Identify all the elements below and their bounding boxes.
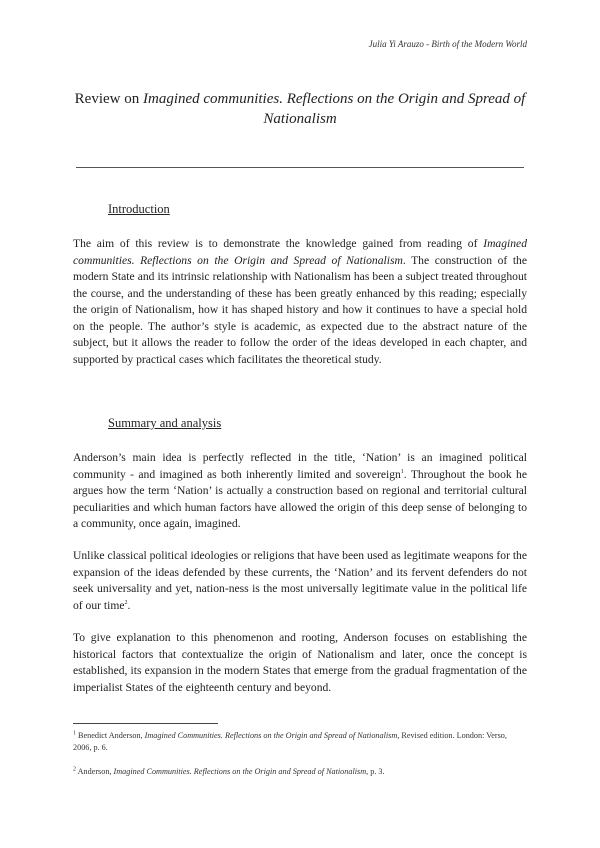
intro-text-2: . The construction of the modern State and its intrinsic relationship with Nationalism has been a subject treated throughout the course, and the understanding of these has been greatly enhanced by this reading; especially the origin of Nationalism, how it has shaped history and how it continues to have a special hold on the people. The author’s style is academic, as expected due to the abstract nature of the subject, but it allows the reader to follow the order of the ideas developed in each chapter, and supported by practical cases which facilitates the theoretical study. (73, 253, 527, 366)
heading-summary: Summary and analysis (108, 416, 222, 430)
title-italic: Imagined communities. Reflections on the Origin and Spread of Nationalism (143, 91, 526, 127)
summary-p1-text-1: Anderson’s main idea is perfectly reflected in the title, ‘Nation’ is an imagined political community - and imagined as both inherently limited and sovereign (73, 451, 527, 481)
footnote-2-number: 2 (73, 766, 76, 773)
summary-paragraph-2 (73, 548, 527, 614)
introduction-paragraph (73, 236, 527, 368)
footnote-2-text-1: Anderson, (76, 767, 114, 776)
footnote-1-text-2: , Revised edition. London: Verso, 2006, p. 6. (73, 731, 507, 752)
title-prefix: Review on (74, 91, 143, 107)
summary-paragraph-1 (73, 450, 527, 533)
footnote-1 (73, 730, 527, 754)
footnote-ref-1: 1 (400, 468, 404, 475)
footnote-2-text-2: , p. 3. (366, 767, 385, 776)
footnote-ref-2: 2 (124, 599, 128, 606)
document-title (73, 89, 527, 129)
footnote-divider (73, 723, 218, 724)
footnote-1-number: 1 (73, 730, 76, 737)
summary-paragraph-3: To give explanation to this phenomenon and rooting, Anderson focuses on establishing the historical factors that contextualize the origin of Nationalism and later, once the concept is established, its expansion in the modern States that emerge from the gradual fragmentation of the imperialist States of the eighteenth century and beyond. (73, 631, 527, 694)
summary-p2-text-1: Unlike classical political ideologies or religions that have been used as legitimate weapons for the expansion of the ideas defended by these currents, the ‘Nation’ and its fervent defenders do not seek universality and yet, nation-ness is the most universally legitimate value in the political life of our time (73, 549, 527, 612)
footnote-2 (73, 766, 527, 778)
title-divider (76, 167, 524, 168)
summary-p2-text-2: . (127, 598, 131, 612)
footnote-1-italic: Imagined Communities. Reflections on the Origin and Spread of Nationalism (144, 731, 398, 740)
intro-book-title: Imagined communities. Reflections on the Origin and Spread of Nationalism (73, 237, 527, 267)
footnote-2-italic: Imagined Communities. Reflections on the Origin and Spread of Nationalism (113, 767, 367, 776)
summary-p1-text-2: . Throughout the book he argues how the term ‘Nation’ is actually a construction based on regional and territorial cultural peculiarities and which human factors have allowed the origin of this deep sense of belonging to a community, once again, imagined. (73, 467, 527, 530)
intro-text-1: The aim of this review is to demonstrate the knowledge gained from reading of (73, 237, 484, 250)
heading-introduction: Introduction (108, 202, 170, 216)
running-header: Julia Yi Arauzo - Birth of the Modern World (368, 39, 527, 49)
footnote-1-text-1: Benedict Anderson, (76, 731, 145, 740)
